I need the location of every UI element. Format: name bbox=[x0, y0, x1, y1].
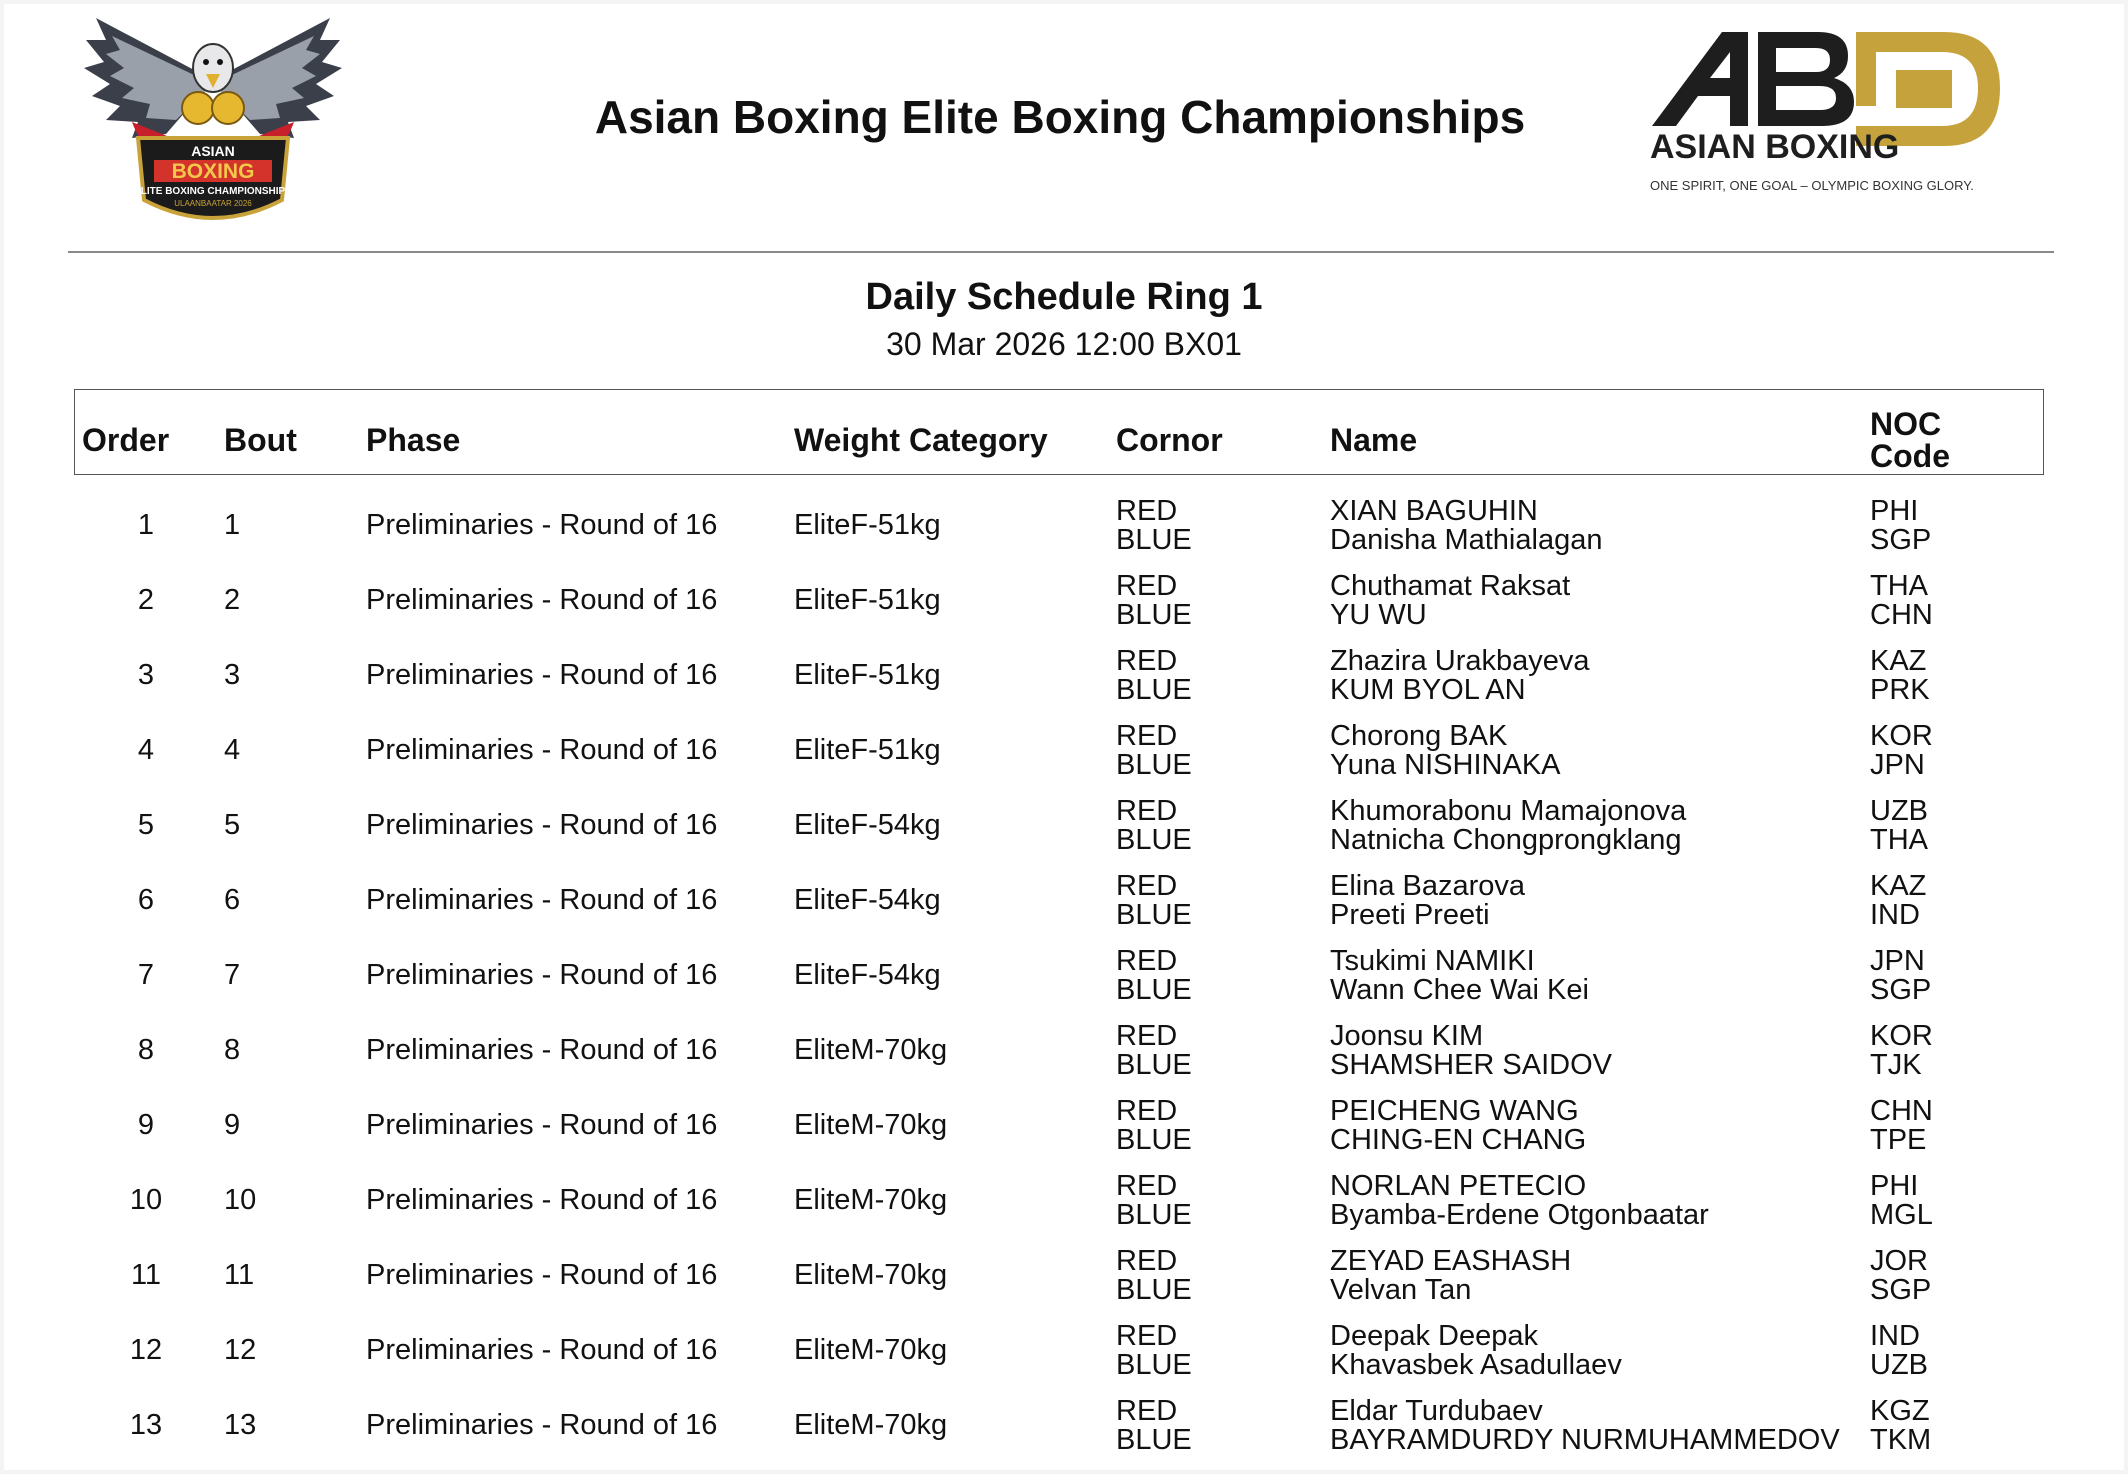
boxer-names bbox=[1330, 872, 1525, 930]
boxer-names bbox=[1330, 647, 1590, 705]
noc-blue: MGL bbox=[1870, 1199, 1933, 1231]
corner-red: RED bbox=[1116, 570, 1178, 602]
svg-text:ELITE BOXING CHAMPIONSHIPS: ELITE BOXING CHAMPIONSHIPS bbox=[134, 186, 292, 197]
boxer-red-name: Joonsu KIM bbox=[1330, 1020, 1484, 1052]
table-row bbox=[4, 1304, 2124, 1379]
bout-number: 6 bbox=[224, 884, 241, 916]
weight-category: EliteF-51kg bbox=[794, 509, 941, 541]
boxer-blue-name: Yuna NISHINAKA bbox=[1330, 749, 1561, 781]
noc-blue: SGP bbox=[1870, 1274, 1932, 1306]
noc-codes bbox=[1870, 872, 1926, 930]
boxer-names bbox=[1330, 1397, 1840, 1455]
corner-cell bbox=[1116, 647, 1192, 705]
bout-number: 4 bbox=[224, 734, 241, 766]
bout-number: 11 bbox=[224, 1259, 255, 1291]
schedule-subtitle: 30 Mar 2026 12:00 BX01 bbox=[886, 326, 1242, 362]
corner-blue: BLUE bbox=[1116, 1274, 1192, 1306]
bout-phase: Preliminaries - Round of 16 bbox=[366, 1409, 718, 1441]
bout-number: 12 bbox=[224, 1334, 257, 1366]
boxer-red-name: Deepak Deepak bbox=[1330, 1320, 1538, 1352]
bout-order: 7 bbox=[137, 959, 155, 991]
weight-category: EliteF-51kg bbox=[794, 584, 941, 616]
bout-number: 1 bbox=[224, 509, 241, 541]
corner-cell bbox=[1116, 572, 1192, 630]
noc-codes bbox=[1870, 647, 1930, 705]
boxer-red-name: ZEYAD EASHASH bbox=[1330, 1245, 1572, 1277]
bout-phase: Preliminaries - Round of 16 bbox=[366, 1034, 718, 1066]
bout-number: 3 bbox=[224, 659, 241, 691]
boxer-names bbox=[1330, 1097, 1586, 1155]
corner-blue: BLUE bbox=[1116, 749, 1192, 781]
noc-blue: PRK bbox=[1870, 674, 1930, 706]
header-divider bbox=[68, 251, 2054, 253]
weight-category: EliteM-70kg bbox=[794, 1259, 948, 1291]
boxer-red-name: PEICHENG WANG bbox=[1330, 1095, 1579, 1127]
svg-text:BOXING: BOXING bbox=[171, 160, 255, 183]
boxer-red-name: Chuthamat Raksat bbox=[1330, 570, 1571, 602]
asian-boxing-logo bbox=[1644, 26, 2024, 206]
corner-red: RED bbox=[1116, 795, 1178, 827]
table-row bbox=[4, 629, 2124, 704]
table-row bbox=[4, 1079, 2124, 1154]
noc-red: IND bbox=[1870, 1320, 1920, 1352]
corner-red: RED bbox=[1116, 1395, 1178, 1427]
noc-blue: IND bbox=[1870, 899, 1920, 931]
bout-order: 8 bbox=[137, 1034, 155, 1066]
noc-codes bbox=[1870, 572, 1933, 630]
bout-order: 10 bbox=[129, 1184, 163, 1216]
table-row bbox=[4, 929, 2124, 1004]
boxer-red-name: Zhazira Urakbayeva bbox=[1330, 645, 1590, 677]
bout-order: 12 bbox=[129, 1334, 163, 1366]
noc-red: KAZ bbox=[1870, 870, 1927, 902]
bout-phase: Preliminaries - Round of 16 bbox=[366, 1184, 718, 1216]
corner-cell bbox=[1116, 1022, 1192, 1080]
header-phase: Phase bbox=[366, 422, 461, 458]
bout-phase: Preliminaries - Round of 16 bbox=[366, 584, 718, 616]
weight-category: EliteM-70kg bbox=[794, 1109, 948, 1141]
noc-red: KGZ bbox=[1870, 1395, 1930, 1427]
noc-red: THA bbox=[1870, 570, 1928, 602]
boxer-blue-name: Natnicha Chongprongklang bbox=[1330, 824, 1682, 856]
corner-red: RED bbox=[1116, 1020, 1178, 1052]
bout-number: 5 bbox=[224, 809, 241, 841]
header-noc-code bbox=[1870, 408, 1950, 472]
noc-red: CHN bbox=[1870, 1095, 1933, 1127]
bout-order: 3 bbox=[137, 659, 155, 691]
boxer-blue-name: SHAMSHER SAIDOV bbox=[1330, 1049, 1612, 1081]
corner-cell bbox=[1116, 1172, 1192, 1230]
corner-cell bbox=[1116, 1397, 1192, 1455]
header-name: Name bbox=[1330, 422, 1418, 458]
noc-red: JPN bbox=[1870, 945, 1925, 977]
bout-number: 10 bbox=[224, 1184, 257, 1216]
noc-codes bbox=[1870, 1397, 1931, 1455]
bout-number: 9 bbox=[224, 1109, 241, 1141]
noc-blue: SGP bbox=[1870, 524, 1932, 556]
bout-phase: Preliminaries - Round of 16 bbox=[366, 809, 718, 841]
noc-blue: TPE bbox=[1870, 1124, 1927, 1156]
weight-category: EliteM-70kg bbox=[794, 1409, 948, 1441]
noc-codes bbox=[1870, 947, 1931, 1005]
noc-red: KAZ bbox=[1870, 645, 1927, 677]
table-row bbox=[4, 854, 2124, 929]
corner-red: RED bbox=[1116, 945, 1178, 977]
noc-blue: JPN bbox=[1870, 749, 1925, 781]
bout-number: 8 bbox=[224, 1034, 241, 1066]
boxer-blue-name: Danisha Mathialagan bbox=[1330, 524, 1603, 556]
table-row bbox=[4, 1004, 2124, 1079]
corner-blue: BLUE bbox=[1116, 824, 1192, 856]
boxer-names bbox=[1330, 722, 1561, 780]
boxer-red-name: Chorong BAK bbox=[1330, 720, 1508, 752]
noc-codes bbox=[1870, 1247, 1931, 1305]
boxer-red-name: Tsukimi NAMIKI bbox=[1330, 945, 1535, 977]
boxer-blue-name: YU WU bbox=[1330, 599, 1427, 631]
corner-blue: BLUE bbox=[1116, 599, 1192, 631]
noc-red: KOR bbox=[1870, 720, 1933, 752]
header-order: Order bbox=[82, 422, 170, 458]
boxer-red-name: Eldar Turdubaev bbox=[1330, 1395, 1543, 1427]
weight-category: EliteF-54kg bbox=[794, 959, 941, 991]
corner-blue: BLUE bbox=[1116, 1124, 1192, 1156]
boxer-blue-name: Preeti Preeti bbox=[1330, 899, 1490, 931]
corner-red: RED bbox=[1116, 1170, 1178, 1202]
bout-phase: Preliminaries - Round of 16 bbox=[366, 1109, 718, 1141]
svg-text:ONE SPIRIT, ONE GOAL – OLYMPIC: ONE SPIRIT, ONE GOAL – OLYMPIC BOXING GLORY. bbox=[1650, 178, 1974, 193]
svg-text:ULAANBAATAR 2026: ULAANBAATAR 2026 bbox=[174, 199, 252, 208]
noc-blue: TKM bbox=[1870, 1424, 1932, 1456]
document-title-text: Asian Boxing Elite Boxing Championships bbox=[594, 91, 1526, 143]
boxer-names bbox=[1330, 1172, 1709, 1230]
bout-phase: Preliminaries - Round of 16 bbox=[366, 884, 718, 916]
corner-cell bbox=[1116, 1097, 1192, 1155]
corner-blue: BLUE bbox=[1116, 524, 1192, 556]
corner-red: RED bbox=[1116, 495, 1178, 527]
svg-text:ASIAN: ASIAN bbox=[191, 143, 235, 159]
weight-category: EliteM-70kg bbox=[794, 1184, 948, 1216]
noc-red: PHI bbox=[1870, 495, 1919, 527]
corner-cell bbox=[1116, 1322, 1192, 1380]
table-row bbox=[4, 1379, 2124, 1454]
bout-order: 13 bbox=[129, 1409, 163, 1441]
bout-number: 2 bbox=[224, 584, 241, 616]
boxer-blue-name: CHING-EN CHANG bbox=[1330, 1124, 1587, 1156]
table-row bbox=[4, 704, 2124, 779]
bout-order: 9 bbox=[137, 1109, 155, 1141]
bout-order: 5 bbox=[137, 809, 155, 841]
bout-phase: Preliminaries - Round of 16 bbox=[366, 659, 718, 691]
boxer-names bbox=[1330, 1022, 1612, 1080]
corner-cell bbox=[1116, 797, 1192, 855]
noc-codes bbox=[1870, 722, 1933, 780]
bout-number: 7 bbox=[224, 959, 241, 991]
corner-blue: BLUE bbox=[1116, 674, 1192, 706]
noc-blue: SGP bbox=[1870, 974, 1932, 1006]
corner-red: RED bbox=[1116, 720, 1178, 752]
corner-cell bbox=[1116, 947, 1192, 1005]
corner-cell bbox=[1116, 722, 1192, 780]
boxer-blue-name: BAYRAMDURDY NURMUHAMMEDOV bbox=[1330, 1424, 1840, 1456]
svg-text:ASIAN BOXING: ASIAN BOXING bbox=[1650, 128, 1900, 166]
noc-codes bbox=[1870, 1172, 1933, 1230]
boxer-names bbox=[1330, 947, 1589, 1005]
bout-order: 1 bbox=[137, 509, 155, 541]
bout-phase: Preliminaries - Round of 16 bbox=[366, 734, 718, 766]
corner-red: RED bbox=[1116, 645, 1178, 677]
noc-red: UZB bbox=[1870, 795, 1928, 827]
noc-blue: THA bbox=[1870, 824, 1928, 856]
bout-phase: Preliminaries - Round of 16 bbox=[366, 959, 718, 991]
bout-order: 2 bbox=[137, 584, 155, 616]
boxer-names bbox=[1330, 497, 1602, 555]
boxer-names bbox=[1330, 797, 1686, 855]
weight-category: EliteM-70kg bbox=[794, 1334, 948, 1366]
table-row bbox=[4, 479, 2124, 554]
corner-blue: BLUE bbox=[1116, 1199, 1192, 1231]
boxer-names bbox=[1330, 1322, 1622, 1380]
weight-category: EliteF-51kg bbox=[794, 734, 941, 766]
noc-red: PHI bbox=[1870, 1170, 1919, 1202]
corner-red: RED bbox=[1116, 1095, 1178, 1127]
corner-cell bbox=[1116, 1247, 1192, 1305]
boxer-blue-name: Khavasbek Asadullaev bbox=[1330, 1349, 1622, 1381]
weight-category: EliteF-51kg bbox=[794, 659, 941, 691]
boxer-blue-name: Velvan Tan bbox=[1330, 1274, 1472, 1306]
corner-cell bbox=[1116, 497, 1192, 555]
noc-codes bbox=[1870, 1022, 1933, 1080]
corner-blue: BLUE bbox=[1116, 1349, 1192, 1381]
table-row bbox=[4, 554, 2124, 629]
noc-red: KOR bbox=[1870, 1020, 1933, 1052]
header-corner: Cornor bbox=[1116, 422, 1223, 458]
boxer-names bbox=[1330, 572, 1570, 630]
bout-phase: Preliminaries - Round of 16 bbox=[366, 509, 718, 541]
weight-category: EliteF-54kg bbox=[794, 884, 941, 916]
noc-red: JOR bbox=[1870, 1245, 1928, 1277]
boxer-red-name: Elina Bazarova bbox=[1330, 870, 1526, 902]
boxer-names bbox=[1330, 1247, 1571, 1305]
schedule-title: Daily Schedule Ring 1 bbox=[865, 276, 1263, 318]
noc-codes bbox=[1870, 1097, 1933, 1155]
corner-blue: BLUE bbox=[1116, 1049, 1192, 1081]
boxer-red-name: Khumorabonu Mamajonova bbox=[1330, 795, 1687, 827]
schedule-table-body bbox=[4, 479, 2124, 1454]
boxer-red-name: NORLAN PETECIO bbox=[1330, 1170, 1587, 1202]
corner-red: RED bbox=[1116, 870, 1178, 902]
noc-blue: TJK bbox=[1870, 1049, 1922, 1081]
table-row bbox=[4, 1229, 2124, 1304]
noc-blue: CHN bbox=[1870, 599, 1933, 631]
corner-red: RED bbox=[1116, 1320, 1178, 1352]
header-weight-category: Weight Category bbox=[794, 422, 1048, 458]
bout-phase: Preliminaries - Round of 16 bbox=[366, 1334, 718, 1366]
bout-order: 11 bbox=[130, 1259, 162, 1291]
bout-number: 13 bbox=[224, 1409, 257, 1441]
noc-codes bbox=[1870, 797, 1928, 855]
boxer-blue-name: KUM BYOL AN bbox=[1330, 674, 1526, 706]
noc-codes bbox=[1870, 497, 1931, 555]
bout-phase: Preliminaries - Round of 16 bbox=[366, 1259, 718, 1291]
corner-red: RED bbox=[1116, 1245, 1178, 1277]
weight-category: EliteM-70kg bbox=[794, 1034, 948, 1066]
boxer-blue-name: Wann Chee Wai Kei bbox=[1330, 974, 1589, 1006]
corner-cell bbox=[1116, 872, 1192, 930]
table-row bbox=[4, 779, 2124, 854]
bout-order: 4 bbox=[137, 734, 155, 766]
header-noc-line1: NOC bbox=[1870, 406, 1942, 442]
corner-blue: BLUE bbox=[1116, 1424, 1192, 1456]
header-noc-line2: Code bbox=[1870, 438, 1950, 474]
noc-codes bbox=[1870, 1322, 1928, 1380]
table-row bbox=[4, 1154, 2124, 1229]
boxer-blue-name: Byamba-Erdene Otgonbaatar bbox=[1330, 1199, 1709, 1231]
corner-blue: BLUE bbox=[1116, 974, 1192, 1006]
boxer-red-name: XIAN BAGUHIN bbox=[1330, 495, 1538, 527]
corner-blue: BLUE bbox=[1116, 899, 1192, 931]
bout-order: 6 bbox=[137, 884, 155, 916]
header-bout: Bout bbox=[224, 422, 297, 458]
weight-category: EliteF-54kg bbox=[794, 809, 941, 841]
noc-blue: UZB bbox=[1870, 1349, 1928, 1381]
document-page bbox=[4, 4, 2124, 1470]
